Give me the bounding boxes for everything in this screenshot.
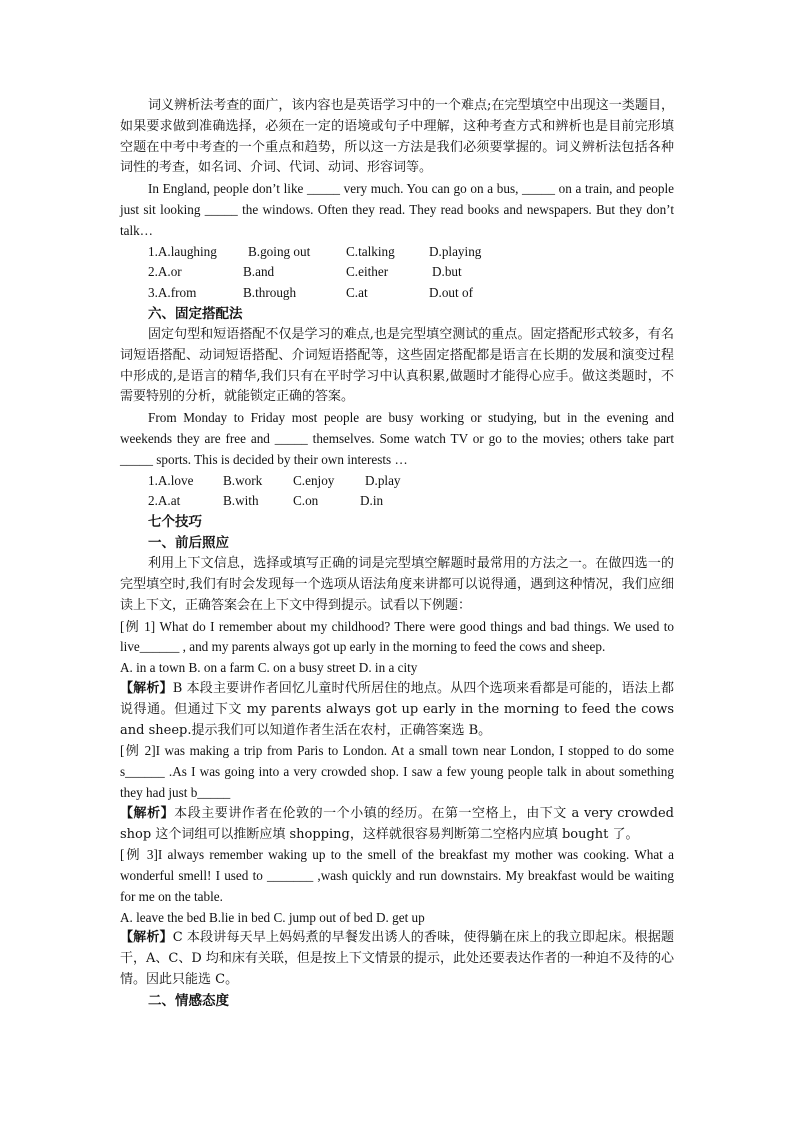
skills-sub2: 二、情感态度 — [148, 992, 229, 1009]
section6-paragraph: 固定句型和短语搭配不仅是学习的难点,也是完型填空测试的重点。固定搭配形式较多，有名词短语搭配、动词短语搭配、介词短语搭配等，这些固定搭配都是语言在长期的发展和演变过程中形成的,是语言的精华,我们只有在平时学习中认真积累,做题时才能得心应手。做这类题时，不需要特别的分析，就能锁定正确的答案。 — [120, 326, 674, 405]
option-row — [120, 471, 674, 492]
option: D.in — [360, 493, 384, 509]
option-row — [120, 491, 674, 512]
option-row — [120, 262, 674, 283]
option: D.play — [365, 472, 401, 488]
intro-passage: In England, people don’t like _____ very much. You can go on a bus, _____ on a train, and people just sit looking _____ the windows. Often they read. They read books and newspapers. But they don’t talk… — [120, 181, 674, 238]
example-2: [例 2]I was making a trip from Paris to London. At a small town near London, I stopped to do some s______ .As I was going into a very crowded shop. I saw a few young people talk in about something they had just b_____ — [120, 743, 674, 800]
option: B.and — [243, 264, 275, 280]
section6-heading: 六、固定搭配法 — [148, 305, 243, 322]
option: C.enjoy — [293, 472, 335, 488]
skills-title: 七个技巧 — [148, 514, 202, 531]
option: 2.A.or — [148, 264, 182, 280]
option: B.going out — [248, 243, 311, 259]
option-row — [120, 242, 674, 263]
option: D.but — [432, 264, 462, 280]
option: 3.A.from — [148, 285, 197, 301]
intro-paragraph: 词义辨析法考查的面广，该内容也是英语学习中的一个难点;在完型填空中出现这一类题目，如果要求做到准确选择，必须在一定的语境或句子中理解，这种考查方式和辨析也是目前完形填空题在中考中考查的一个重点和趋势，所以这一方法是我们必须要掌握的。词义辨析法包括各种词性的考查，如名词、介词、代词、动词、形容词等。 — [120, 98, 674, 176]
option: C.either — [346, 264, 389, 280]
example-1-options: A. in a town B. on a farm C. on a busy street D. in a city — [120, 660, 418, 676]
example-2-analysis — [120, 804, 674, 846]
option: 2.A.at — [148, 493, 181, 509]
analysis-text: B 本段主要讲作者回忆儿童时代所居住的地点。从四个选项来看都是可能的，语法上都说得通。但通过下文 my parents always got up early in the morning to feed the cows and sheep.提示我们可以知道作者生活在农村，正确答案选 B。 — [120, 680, 674, 738]
example-3: [例 3]I always remember waking up to the smell of the breakfast my mother was cooking. What a wonderful smell! I used to _______ ,wash quickly and run downstairs. My breakfast would be waiting for me on the table. — [120, 847, 674, 904]
option: C.at — [346, 285, 368, 301]
example-3-options: A. leave the bed B.lie in bed C. jump out of bed D. get up — [120, 909, 425, 925]
option: B.through — [243, 285, 297, 301]
option: C.talking — [346, 243, 395, 259]
option: 1.A.laughing — [148, 243, 217, 259]
example-3-analysis — [120, 928, 674, 990]
option: C.on — [293, 493, 319, 509]
section6-options — [120, 471, 674, 513]
option: D.playing — [429, 243, 482, 259]
section6-passage: From Monday to Friday most people are busy working or studying, but in the evening and weekends they are free and _____ themselves. Some watch TV or go to the movies; others take part _____ sports. This is decided by their own interests … — [120, 410, 674, 467]
option: D.out of — [429, 285, 473, 301]
skills-paragraph: 利用上下文信息，选择或填写正确的词是完型填空解题时最常用的方法之一。在做四选一的完型填空时,我们有时会发现每一个选项从语法角度来讲都可以说得通，遇到这种情况，我们应细读上下文，正确答案会在上下文中得到提示。试看以下例题： — [120, 556, 674, 613]
option-row — [120, 283, 674, 304]
analysis-tag: 【解析】 — [120, 680, 173, 696]
analysis-text: C 本段讲每天早上妈妈煮的早餐发出诱人的香味，使得躺在床上的我立即起床。根据题干，A、C、D 均和床有关联，但是按上下文情景的提示，此处还要表达作者的一种迫不及待的心情。因此只能选 C。 — [120, 930, 674, 988]
example-1-analysis — [120, 679, 674, 741]
analysis-tag: 【解析】 — [120, 930, 173, 946]
option: 1.A.love — [148, 472, 194, 488]
intro-options — [120, 242, 674, 304]
option: B.work — [223, 472, 263, 488]
analysis-text: 本段主要讲作者在伦敦的一个小镇的经历。在第一空格上，由下文 a very crowded shop 这个词组可以推断应填 shopping，这样就很容易判断第二空格内应填 bought 了。 — [120, 805, 674, 842]
option: B.with — [223, 493, 259, 509]
example-1: [例 1] What do I remember about my childhood? There were good things and bad things. We used to live______ , and my parents always got up early in the morning to feed the cows and sheep. — [120, 618, 674, 655]
skills-sub1: 一、前后照应 — [148, 535, 229, 552]
analysis-tag: 【解析】 — [120, 805, 175, 821]
